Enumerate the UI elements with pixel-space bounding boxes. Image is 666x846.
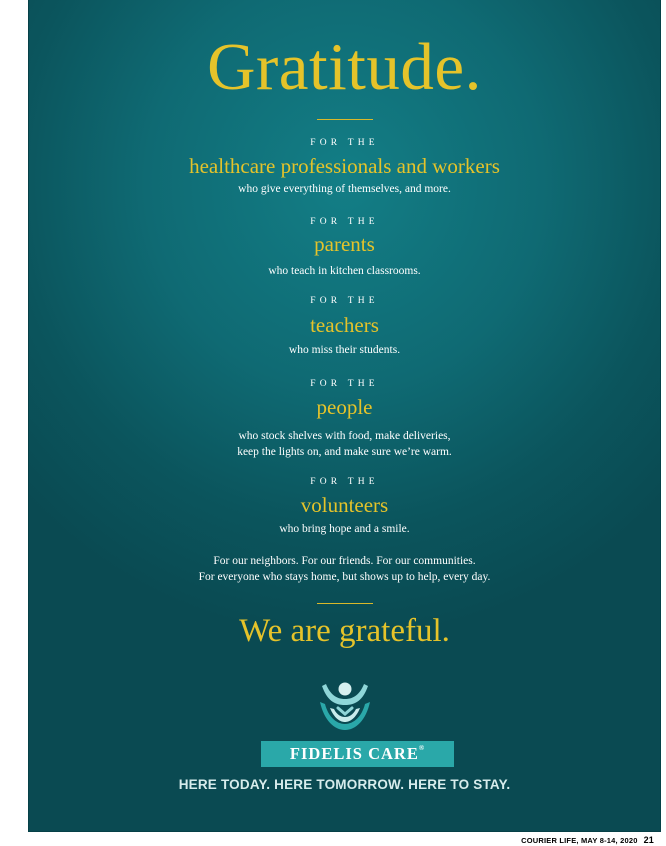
group-description-line-1: who stock shelves with food, make deliveries,	[238, 430, 451, 442]
group-name: teachers	[310, 313, 379, 337]
brand-logo-box	[261, 741, 454, 767]
group-name: people	[316, 395, 373, 419]
group-name: volunteers	[300, 493, 389, 517]
person-in-hands-icon	[316, 678, 374, 736]
closing-line-2: For everyone who stays home, but shows up to help, every day.	[198, 571, 491, 583]
page-footer	[521, 835, 654, 845]
group-prefix: FOR THE	[310, 217, 379, 227]
group-name: parents	[314, 232, 375, 256]
group-prefix: FOR THE	[310, 296, 379, 306]
group-description: who teach in kitchen classrooms.	[268, 265, 421, 277]
top-divider	[317, 119, 373, 120]
publication-info: COURIER LIFE, MAY 8-14, 2020	[521, 836, 638, 845]
group-name: healthcare professionals and workers	[189, 154, 500, 178]
group-description: who miss their students.	[288, 344, 401, 356]
group-prefix: FOR THE	[310, 379, 379, 389]
advertisement	[28, 0, 661, 832]
headline: Gratitude.	[207, 30, 482, 104]
brand-name: FIDELIS CARE	[289, 744, 419, 763]
group-description: who bring hope and a smile.	[279, 523, 410, 535]
registered-mark: ®	[418, 744, 426, 752]
grateful-statement: We are grateful.	[239, 613, 450, 649]
brand-tagline: HERE TODAY. HERE TOMORROW. HERE TO STAY.	[178, 777, 511, 792]
group-description: who give everything of themselves, and more.	[238, 183, 451, 195]
closing-line-1: For our neighbors. For our friends. For our communities.	[213, 555, 476, 567]
group-prefix: FOR THE	[310, 477, 379, 487]
bottom-divider	[317, 603, 373, 604]
group-description-line-2: keep the lights on, and make sure we’re warm.	[237, 446, 452, 458]
group-prefix: FOR THE	[310, 138, 379, 148]
page-number: 21	[643, 835, 654, 845]
